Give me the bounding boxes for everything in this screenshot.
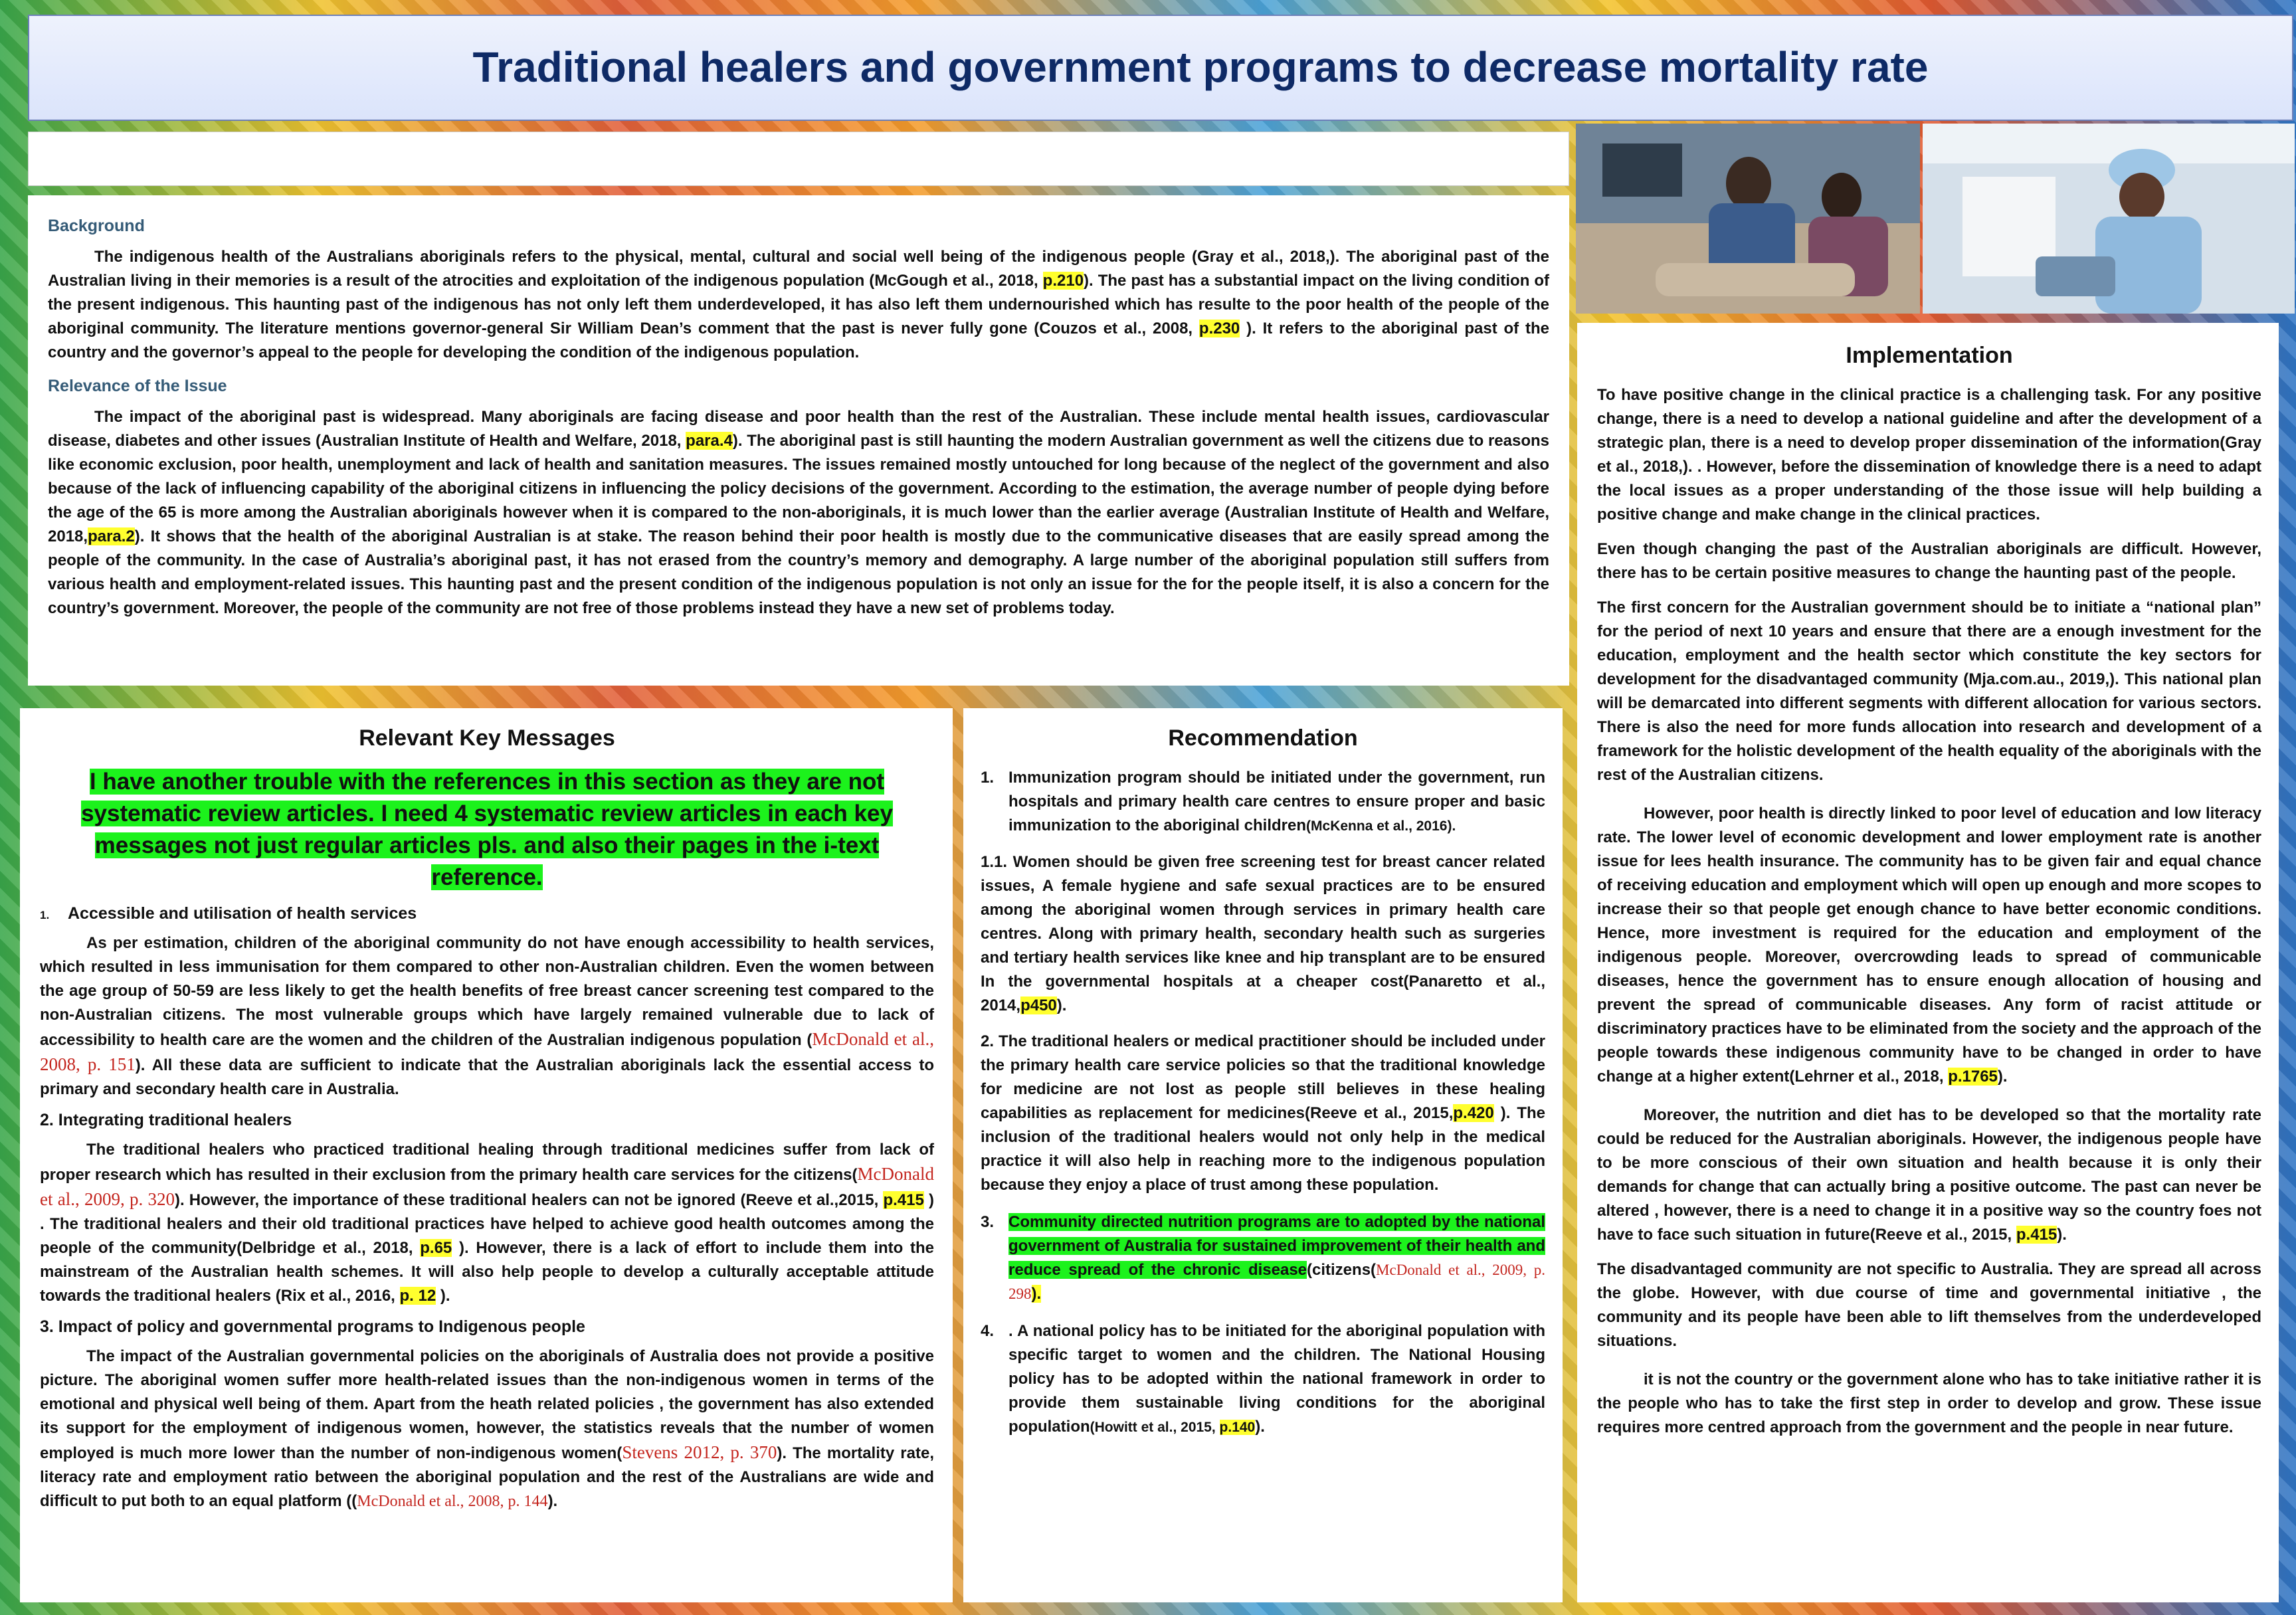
recommendation-1-number: 1. (981, 769, 995, 787)
recommendation-2-page-ref: p.420 (1453, 1104, 1494, 1122)
recommendation-1-1 (981, 850, 1545, 1018)
key-item-3-title: 3. Impact of policy and governmental programs to Indigenous people (40, 1317, 585, 1336)
background-page-ref-2: p.230 (1198, 320, 1240, 337)
key-item-2-title: 2. Integrating traditional healers (40, 1111, 292, 1129)
background-text (48, 245, 1549, 365)
key-item-2-page-ref-1: p.415 (883, 1191, 924, 1209)
recommendation-3-number: 3. (981, 1213, 995, 1231)
recommendation-1-1-tail: ). (1056, 997, 1067, 1014)
background-text-2: ). The past has a substantial impact on the living condition of the present indigenous. This haunting past of the indigenous has not only left them underdeveloped, it has also left them undernourished which has resulte to the poor health of the people of the aboriginal community. The literature mentions governor-general Sir William Dean’s comment that the past is never fully gone (Couzos et al., 2008, (48, 272, 1549, 337)
recommendation-1 (981, 766, 1545, 838)
photo-strip (1576, 124, 2295, 314)
key-item-1-title (40, 904, 934, 923)
recommendation-4-text (1008, 1319, 1545, 1440)
key-item-3-body-a: The impact of the Australian governmental policies on the aboriginals of Australia does not provide a positive picture. The aboriginal women suffer more health-related issues than the non-indigenous women in terms of the emotional and physical well being of them. Apart from the heath related policies , the government has also extended its support for the employment of indigenous women, however, the statistics reveals that the number of women employed is much more lower than the number of non-indigenous women( (40, 1347, 934, 1462)
recommendation-4-page-ref: p.140 (1219, 1420, 1256, 1435)
implementation-p4-body: However, poor health is directly linked to poor level of education and low literacy rate. The lower level of economic development and lower employment rate is another issue for lees health insurance. The community has to be given fair and equal chance of receiving education and employment which will open up enough and more scopes to increase their so that people get enough chance to have better economic conditions. Hence, more investment is required for the education and employment of the indigenous people. Moreover, overcrowding leads to spread of communicable diseases, hence the government has to ensure enough allocation of housing and prevent the spread of communicable diseases. Any form of racist attitude or discriminatory practices have to be eliminated from the society and the approach of the people towards these indigenous community have to be changed in order to have change at a higher extent(Lehrner et al., 2018, (1597, 805, 2261, 1086)
recommendation-1-citation: (McKenna et al., 2016). (1306, 818, 1456, 834)
relevance-page-ref-1: para.4 (686, 432, 733, 450)
clinic-worker-photo (1923, 124, 2295, 314)
implementation-title: Implementation (1846, 343, 2013, 368)
implementation-p2: Even though changing the past of the Australian aboriginals are difficult. However, there has to be certain positive measures to change the haunting past of the people. (1597, 540, 2261, 582)
implementation-p1: To have positive change in the clinical practice is a challenging task. For any positive change, there is a need to develop a national guideline and after the development of a strategic plan, there is a need to develop proper dissemination of the information(Gray et al., 2018,). . However, before the dissemination of knowledge there is a need to adapt the local issues as a proper understanding of the those issue will help building a positive change and make change in the clinical practices. (1597, 386, 2261, 523)
recommendation-3-tail: ). (1031, 1285, 1042, 1303)
relevance-text-1: The impact of the aboriginal past is widespread. Many aboriginals are facing disease and poor health than the rest of the Australian. These include mental health issues, cardiovascular disease, diabetes and other issues (Australian Institute of Health and Welfare, 2018, (48, 408, 1549, 450)
recommendation-3-highlighted: Community directed nutrition programs are to adopted by the national government of Australia for sustained improvement of their health and reduce spread of the chronic disease (1008, 1213, 1545, 1279)
recommendation-4-citation: (Howitt et al., 2015, (1090, 1420, 1220, 1435)
key-item-1-citation: McDonald et al., 2008, p. 151 (40, 1029, 934, 1074)
key-item-3-citation-1: Stevens 2012, p. 370 (622, 1442, 777, 1462)
implementation-p3: The first concern for the Australian government should be to initiate a “national plan” for the period of next 10 years and ensure that there are a enough investment for the education, employment and the health sector which constitute the key sectors for development for the disadvantaged community (Mja.com.au., 2019,). This national plan will be demarcated into different segments with different allocation for various sectors. There is also the need for more funds allocation into research and development of a framework for the holistic development of the health equality of the aboriginals with the rest of the Australian citizens. (1597, 599, 2261, 784)
recommendation-panel (963, 708, 1563, 1602)
implementation-panel (1577, 323, 2279, 1602)
implementation-p7: it is not the country or the government alone who has to take initiative rather it is the people who has to take the first step in order to develop and grow. These issue requires more centred approach from the government and the people in near future. (1597, 1371, 2261, 1436)
reviewer-note (47, 766, 927, 894)
implementation-p4-tail: ). (1997, 1068, 2008, 1086)
key-item-3-citation-2: McDonald et al., 2008, p. 144 (357, 1493, 548, 1510)
implementation-p5 (1597, 1103, 2261, 1247)
key-item-1-title-text: Accessible and utilisation of health services (68, 904, 417, 923)
implementation-p4-page-ref: p.1765 (1948, 1068, 1998, 1086)
key-item-2-body-e: ). (436, 1287, 450, 1305)
relevance-text-2: ). The aboriginal past is still haunting the modern Australian government as well the citizens due to reasons like economic exclusion, poor health, unemployment and lack of health and sanitation measures. The issues remained mostly untouched for long because of the neglect of the government and also because of the lack of influencing capability of the aboriginal citizens in influencing the policy decisions of the government. According to the estimation, the average number of people dying before the age of the 65 is more among the Australian aboriginals however when it is compared to the non-aboriginals, it is much lower than the earlier average (Australian Institute of Health and Welfare, 2018, (48, 432, 1549, 545)
key-item-2-citation: McDonald et al., 2009, p. 320 (40, 1164, 934, 1209)
key-item-2-body-d: ). However, there is a lack of effort to include them into the mainstream of the Australian health schemes. It will also help people to develop a culturally acceptable attitude towards the traditional healers (Rix et al., 2016, (40, 1239, 934, 1305)
key-item-2-body-b: ). However, the importance of these traditional healers can not be ignored (Reeve et al.,2015, (174, 1191, 884, 1209)
recommendation-2 (981, 1030, 1545, 1197)
recommendation-2-tail: ). The inclusion of the traditional healers would not only help in the medical practice it will also help in reaching more to the indigenous population because they enjoy a place of trust among these population. (981, 1104, 1545, 1194)
key-item-1-number: 1. (40, 909, 50, 921)
recommendation-2-body: 2. The traditional healers or medical practitioner should be included under the primary health care service policies so that the traditional knowledge for medicine are not lost as people still believes in these healing capabilities as replacement for medicines(Reeve et al., 2015, (981, 1032, 1545, 1122)
recommendation-1-text (1008, 766, 1545, 838)
recommendation-title: Recommendation (1168, 725, 1358, 751)
recommendation-1-1-body: 1.1. Women should be given free screening test for breast cancer related issues, A female hygiene and safe sexual practices are to be ensured among the aboriginal women through services in primary health care centres. Along with primary health, secondary health such as surgeries and tertiary health services like knee and hip transplant are to be ensured In the governmental hospitals at a cheaper cost(Panaretto et al., 2014, (981, 853, 1545, 1014)
background-panel (28, 195, 1569, 686)
recommendation-3-text (1008, 1210, 1545, 1306)
background-heading: Background (48, 217, 145, 235)
poster-title: Traditional healers and government programs to decrease mortality rate (472, 43, 1929, 91)
implementation-p5-page-ref: p.415 (2016, 1226, 2057, 1244)
recommendation-4 (981, 1319, 1545, 1440)
subtitle-bar (28, 132, 1569, 186)
key-item-2-page-ref-2: p.65 (420, 1239, 452, 1257)
implementation-p6: The disadvantaged community are not specific to Australia. They are spread all across the globe. However, with due course of time and governmental initiative , the community and its people have been able to lift themselves from the underdeveloped situations. (1597, 1260, 2261, 1350)
title-bar (28, 15, 2293, 121)
key-item-1-tail: ). All these data are sufficient to indicate that the Australian aboriginals lack the essential access to primary and secondary health care in Australia. (40, 1056, 935, 1098)
recommendation-1-1-page-ref: p450 (1020, 997, 1057, 1014)
key-item-2-body-c: ) . The traditional healers and their old traditional practices have helped to achieve good health outcomes among the people of the community(Delbridge et al., 2018, (40, 1191, 934, 1257)
key-messages-title: Relevant Key Messages (359, 725, 615, 751)
key-item-1-body: As per estimation, children of the aboriginal community do not have enough accessibility to health services, which resulted in less immunisation for them compared to other non-Australian children. Even the women between the age group of 50-59 are less likely to get the health benefits of free breast cancer screening test compared to the non-Australian citizens. The most vulnerable groups which have largely remained vulnerable due to lack of accessibility to health care are the women and the children of the Australian indigenous population ( (40, 934, 934, 1049)
key-item-3-text (40, 1345, 934, 1513)
key-item-1-text (40, 931, 934, 1101)
key-item-2-page-ref-3: p. 12 (399, 1287, 436, 1305)
relevance-page-ref-2: para.2 (88, 527, 135, 545)
background-text-3: ). It refers to the aboriginal past of the country and the governor’s appeal to the people for developing the condition of the indigenous population. (48, 320, 1549, 361)
background-text-1: The indigenous health of the Australians aboriginals refers to the physical, mental, cultural and social well being of the indigenous people (Gray et al., 2018,). The aboriginal past of the Australian living in their memories is a result of the atrocities and exploitation of the indigenous population (McGough et al., 2018, (48, 248, 1549, 290)
recommendation-4-number: 4. (981, 1322, 995, 1340)
recommendation-3-citation: McDonald et al., 2009, p. 298 (1008, 1262, 1545, 1302)
key-item-2-body-a: The traditional healers who practiced traditional healing through traditional medicines suffer from lack of proper research which has resulted in their exclusion from the primary health care services for the citizens( (40, 1141, 934, 1184)
relevance-heading: Relevance of the Issue (48, 377, 227, 395)
recommendation-4-body: . A national policy has to be initiated for the aboriginal population with specific target to women and the children. The National Housing policy has to be adopted within the national framework in order to provide them sustainable living conditions for the aboriginal population (1008, 1322, 1545, 1436)
recommendation-3 (981, 1210, 1545, 1306)
recommendation-1-body: Immunization program should be initiated under the government, run hospitals and primary health care centres to ensure proper and basic immunization to the aboriginal children (1008, 769, 1545, 834)
relevance-text (48, 405, 1549, 620)
key-item-2-text (40, 1138, 934, 1308)
reviewer-note-text: I have another trouble with the references in this section as they are not systematic review articles. I need 4 systematic review articles in each key messages not just regular articles pls. and also their pages in the i-text reference. (81, 769, 893, 890)
implementation-p5-body: Moreover, the nutrition and diet has to be developed so that the mortality rate could be reduced for the Australian aboriginals. However, the indigenous people have to be more conscious of their own situation and health because it is only their demands for change that can actually bring a positive outcome. The past can never be altered , however, there is a need to change it in a positive way so the country foes not have to face such situation in future(Reeve et al., 2015, (1597, 1106, 2261, 1244)
recommendation-3-body: (citizens( (1307, 1261, 1377, 1279)
key-item-3-body-c: ). (547, 1492, 558, 1510)
implementation-p5-tail: ). (2057, 1226, 2067, 1244)
relevance-text-3: ). It shows that the health of the aboriginal Australian is at stake. The reason behind their poor health is mostly due to the communicative diseases that are easily spread among the people of the community. In the case of Australia’s aboriginal past, it has not erased from the country’s memory and demography. A large number of the aboriginal population still suffers from various health and employment-related issues. This haunting past and the present condition of the indigenous population is not only an issue for the for the people itself, it is also a concern for the country’s government. Moreover, the people of the community are not free of those problems instead they have a new set of problems today. (48, 527, 1549, 617)
recommendation-4-tail: ). (1255, 1418, 1265, 1436)
background-page-ref-1: p.210 (1042, 272, 1084, 290)
key-item-3-body-b: ). The mortality rate, literacy rate and employment ratio between the aboriginal population and the rest of the Australians are wide and difficult to put both to an equal platform (( (40, 1444, 935, 1510)
healers-treating-patient-photo (1576, 124, 1920, 314)
implementation-p4 (1597, 802, 2261, 1089)
key-messages-panel (20, 708, 953, 1602)
